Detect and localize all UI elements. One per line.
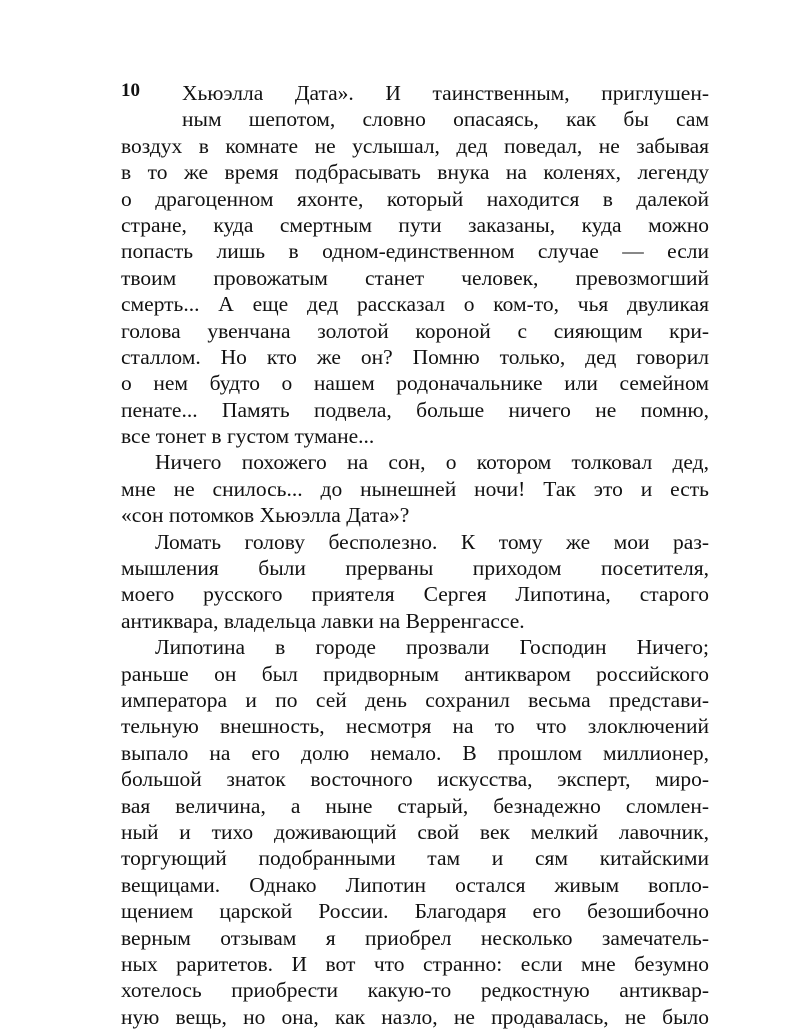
text-line: тельную внешность, несмотря на то что злоключений: [121, 714, 709, 739]
text-line: воздух в комнате не услышал, дед поведал, не забывая: [121, 133, 709, 158]
text-line: раньше он был придворным антикваром российского: [121, 661, 709, 686]
text-line: Ломать голову бесполезно. К тому же мои раз-: [155, 529, 709, 554]
text-line: ным шепотом, словно опасаясь, как бы сам: [182, 107, 709, 132]
text-line: о нем будто о нашем родоначальнике или семейном: [121, 371, 709, 396]
text-line: голова увенчана золотой короной с сияющим кри-: [121, 318, 709, 343]
text-line: о драгоценном яхонте, который находится в далекой: [121, 186, 709, 211]
text-line: сталлом. Но кто же он? Помню только, дед говорил: [121, 344, 709, 369]
text-line: мне не снилось... до нынешней ночи! Так это и есть: [121, 476, 709, 501]
text-line: твоим провожатым станет человек, превозмогший: [121, 265, 709, 290]
text-line: торгующий подобранными там и сям китайскими: [121, 846, 709, 871]
page-number: 10: [121, 80, 140, 101]
text-line: смерть... А еще дед рассказал о ком-то, чья двуликая: [121, 292, 709, 317]
text-line: моего русского приятеля Сергея Липотина, старого: [121, 582, 709, 607]
text-line: мышления были прерваны приходом посетителя,: [121, 556, 709, 581]
text-line: ный и тихо доживающий свой век мелкий лавочник,: [121, 819, 709, 844]
text-line: попасть лишь в одном-единственном случае — если: [121, 239, 709, 264]
text-line: вещицами. Однако Липотин остался живым вопло-: [121, 872, 709, 897]
text-line: вая величина, а ныне старый, безнадежно сломлен-: [121, 793, 709, 818]
text-line: Хьюэлла Дата». И таинственным, приглушен-: [182, 81, 709, 105]
text-line: верным отзывам я приобрел несколько замечатель-: [121, 925, 709, 950]
text-line: ных раритетов. И вот что странно: если мне безумно: [121, 951, 709, 976]
text-line: Ничего похожего на сон, о котором толковал дед,: [155, 450, 709, 475]
text-line: пенате... Память подвела, больше ничего не помню,: [121, 397, 709, 422]
text-line: ную вещь, но она, как назло, не продавалась, не было: [121, 1004, 709, 1029]
text-line: все тонет в густом тумане...: [121, 424, 375, 449]
text-line: стране, куда смертным пути заказаны, куда можно: [121, 212, 709, 237]
text-line: в то же время подбрасывать внука на коленях, легенду: [121, 160, 709, 185]
text-line: выпало на его долю немало. В прошлом миллионер,: [121, 740, 709, 765]
text-line: большой знаток восточного искусства, эксперт, миро-: [121, 767, 709, 792]
body-text: [121, 80, 709, 1030]
text-line: императора и по сей день сохранил весьма представи-: [121, 687, 709, 712]
text-line: щением царской России. Благодаря его безошибочно: [121, 899, 709, 924]
text-line: хотелось приобрести какую-то редкостную антиквар-: [121, 978, 709, 1003]
text-line: антиквара, владельца лавки на Верренгассе.: [121, 608, 525, 633]
text-line: Липотина в городе прозвали Господин Ничего;: [155, 635, 709, 660]
text-line: «сон потомков Хьюэлла Дата»?: [121, 503, 410, 528]
